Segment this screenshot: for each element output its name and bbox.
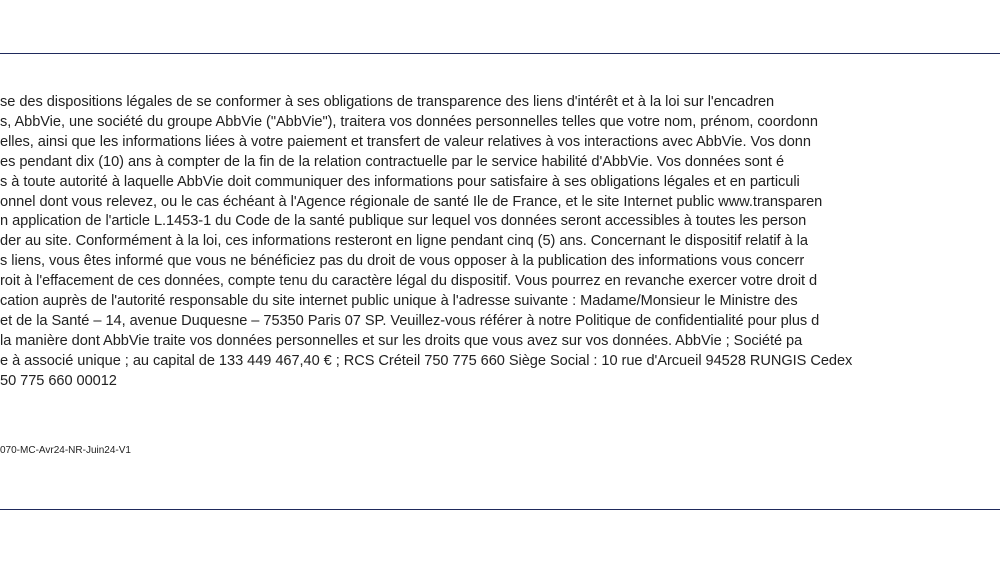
legal-notice-line: es pendant dix (10) ans à compter de la fin de la relation contractuelle par le service habilité d'AbbVie. Vos données sont é xyxy=(0,153,785,170)
top-divider xyxy=(0,53,1000,54)
legal-notice-line: der au site. Conformément à la loi, ces informations resteront en ligne pendant cinq (5) ans. Concernant le dispositif relatif à la xyxy=(0,233,808,250)
legal-notice-line: onnel dont vous relevez, ou le cas échéant à l'Agence régionale de santé Ile de France, et le site Internet public www.transparen xyxy=(0,193,823,210)
legal-notice-line: e à associé unique ; au capital de 133 449 467,40 € ; RCS Créteil 750 775 660 Siège Social : 10 rue d'Arcueil 94528 RUNGIS Cedex xyxy=(0,352,853,369)
legal-notice-line: cation auprès de l'autorité responsable du site internet public unique à l'adresse suivante : Madame/Monsieur le Ministre des xyxy=(0,293,798,310)
legal-notice-line: s liens, vous êtes informé que vous ne bénéficiez pas du droit de vous opposer à la publication des informations vous concerr xyxy=(0,253,805,270)
legal-notice-line: se des dispositions légales de se conformer à ses obligations de transparence des liens d'intérêt et à la loi sur l'encadren xyxy=(0,94,775,110)
legal-notice-line: roit à l'effacement de ces données, compte tenu du caractère légal du dispositif. Vous pourrez en revanche exercer votre droit d xyxy=(0,273,818,290)
legal-notice-line: 50 775 660 00012 xyxy=(0,372,117,389)
legal-notice-line: s à toute autorité à laquelle AbbVie doit communiquer des informations pour satisfaire à ses obligations légales et en particuli xyxy=(0,173,800,190)
legal-notice-line: s, AbbVie, une société du groupe AbbVie ("AbbVie"), traitera vos données personnelles telles que votre nom, prénom, coordonn xyxy=(0,113,818,130)
reference-code: 070-MC-Avr24-NR-Juin24-V1 xyxy=(0,445,131,456)
legal-notice-line: la manière dont AbbVie traite vos données personnelles et sur les droits que vous avez sur vos données. AbbVie ; Société pa xyxy=(0,332,803,349)
legal-notice-text xyxy=(0,93,1000,453)
legal-notice-line: et de la Santé – 14, avenue Duquesne – 75350 Paris 07 SP. Veuillez-vous référer à notre Politique de confidentialité pour plus d xyxy=(0,312,820,329)
bottom-divider xyxy=(0,509,1000,510)
legal-notice-line: elles, ainsi que les informations liées à votre paiement et transfert de valeur relatives à vos interactions avec AbbVie. Vos donn xyxy=(0,133,811,150)
legal-notice-line: n application de l'article L.1453-1 du Code de la santé publique sur lequel vos données seront accessibles à toutes les person xyxy=(0,213,807,230)
